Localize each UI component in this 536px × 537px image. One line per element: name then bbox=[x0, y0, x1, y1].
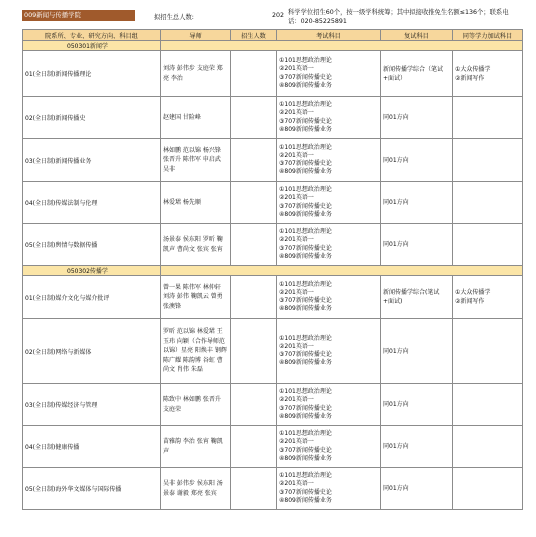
direction-name: 05(全日制)海外华文媒体与国际传播 bbox=[23, 468, 161, 510]
direction-name: 04(全日制)传媒法制与伦理 bbox=[23, 182, 161, 224]
enrollment-count bbox=[231, 319, 277, 384]
equivalent-subjects bbox=[453, 97, 523, 139]
exam-subjects bbox=[277, 276, 381, 319]
equivalent-subjects bbox=[453, 319, 523, 384]
exam-subjects bbox=[277, 139, 381, 182]
retest-subject: 同01方向 bbox=[381, 97, 453, 139]
section-filler bbox=[161, 41, 523, 51]
enrollment-count bbox=[231, 276, 277, 319]
exam-subject: ④809新闻传播业务 bbox=[279, 210, 332, 218]
exam-subject-list bbox=[279, 472, 378, 505]
exam-subjects bbox=[277, 224, 381, 266]
quota-label: 拟招生总人数: bbox=[154, 14, 194, 21]
equivalent-subjects bbox=[453, 426, 523, 468]
section-row bbox=[23, 266, 523, 276]
exam-subject-list bbox=[279, 430, 378, 463]
exam-subject: ④809新闻传播业务 bbox=[279, 359, 332, 367]
exam-subject: ①101思想政治理论 bbox=[279, 472, 332, 480]
table-row bbox=[23, 224, 523, 266]
retest-subject: 同01方向 bbox=[381, 182, 453, 224]
equivalent-subjects bbox=[453, 224, 523, 266]
enrollment-count bbox=[231, 468, 277, 510]
table-header-row bbox=[23, 30, 523, 41]
equivalent-subject: ②新闻写作 bbox=[455, 74, 485, 82]
column-header: 院系所、专业、研究方向、科目组 bbox=[23, 30, 161, 41]
department-header bbox=[0, 0, 536, 30]
exam-subject: ④809新闻传播业务 bbox=[279, 496, 332, 504]
equivalent-subjects bbox=[453, 139, 523, 182]
exam-subject: ①101思想政治理论 bbox=[279, 388, 332, 396]
exam-subjects bbox=[277, 384, 381, 426]
column-header: 考试科目 bbox=[277, 30, 381, 41]
direction-name: 04(全日制)健康传播 bbox=[23, 426, 161, 468]
exam-subject: ③707新闻传播史论 bbox=[279, 297, 332, 304]
direction-name: 03(全日制)传媒经济与管理 bbox=[23, 384, 161, 426]
exam-subject: ①101思想政治理论 bbox=[279, 430, 332, 438]
exam-subjects bbox=[277, 182, 381, 224]
equivalent-subjects bbox=[453, 384, 523, 426]
equivalent-subjects bbox=[453, 182, 523, 224]
exam-subject: ③707新闻传播史论 bbox=[279, 351, 332, 358]
section-title: 050301新闻学 bbox=[23, 41, 161, 51]
exam-subjects bbox=[277, 51, 381, 97]
table-row bbox=[23, 384, 523, 426]
exam-subject-list bbox=[279, 101, 378, 134]
exam-subject-list bbox=[279, 388, 378, 421]
equivalent-subjects bbox=[453, 468, 523, 510]
equivalent-subject-list bbox=[455, 65, 520, 83]
tutor-list: 曾一果 陈伟军 林仲轩 刘涛 彭伟 鞠凯云 曾勇 张澳锋 bbox=[161, 276, 231, 319]
table-row bbox=[23, 97, 523, 139]
enrollment-count bbox=[231, 51, 277, 97]
retest-subject: 同01方向 bbox=[381, 139, 453, 182]
enrollment-count bbox=[231, 224, 277, 266]
exam-subject: ②201英语一 bbox=[279, 194, 314, 202]
equivalent-subject: ②新闻写作 bbox=[455, 298, 485, 305]
exam-subjects bbox=[277, 97, 381, 139]
equivalent-subject: ①大众传播学 bbox=[455, 289, 491, 296]
equivalent-subjects bbox=[453, 276, 523, 319]
direction-name: 01(全日制)新闻传播理论 bbox=[23, 51, 161, 97]
exam-subject: ②201英语一 bbox=[279, 288, 314, 296]
exam-subject-list bbox=[279, 57, 378, 90]
retest-subject: 同01方向 bbox=[381, 468, 453, 510]
exam-subject-list bbox=[279, 228, 378, 261]
exam-subject: ②201英语一 bbox=[279, 342, 314, 350]
exam-subject-list bbox=[279, 281, 378, 314]
exam-subject: ②201英语一 bbox=[279, 65, 314, 73]
exam-subject: ①101思想政治理论 bbox=[279, 186, 332, 194]
table-row bbox=[23, 276, 523, 319]
column-header: 招生人数 bbox=[231, 30, 277, 41]
exam-subject-list bbox=[279, 335, 378, 368]
equivalent-subject: ①大众传播学 bbox=[455, 65, 491, 73]
exam-subject: ①101思想政治理论 bbox=[279, 280, 332, 288]
exam-subject: ③707新闻传播史论 bbox=[279, 244, 332, 252]
exam-subject: ④809新闻传播业务 bbox=[279, 252, 332, 260]
exam-subject: ③707新闻传播史论 bbox=[279, 117, 332, 125]
direction-name: 02(全日制)新闻传播史 bbox=[23, 97, 161, 139]
retest-subject: 同01方向 bbox=[381, 224, 453, 266]
exam-subject-list bbox=[279, 186, 378, 219]
exam-subject: ③707新闻传播史论 bbox=[279, 160, 332, 167]
exam-subject: ④809新闻传播业务 bbox=[279, 81, 332, 89]
exam-subject: ①101思想政治理论 bbox=[279, 101, 332, 109]
table-row bbox=[23, 51, 523, 97]
quota-note: 科学学位招生60个，按一级学科统筹；其中拟接收推免生名额≤136个；联系电话：020-85225891 bbox=[288, 9, 509, 25]
direction-name: 03(全日制)新闻传播业务 bbox=[23, 139, 161, 182]
tutor-list: 林如鹏 范以锦 杨兴锋 张晋升 陈伟军 申启武 吴非 bbox=[161, 139, 231, 182]
equivalent-subjects bbox=[453, 51, 523, 97]
direction-name: 05(全日制)舆情与数据传播 bbox=[23, 224, 161, 266]
tutor-list: 赵建国 甘险峰 bbox=[161, 97, 231, 139]
equivalent-subject-list bbox=[455, 288, 520, 306]
retest-subject: 同01方向 bbox=[381, 384, 453, 426]
section-title: 050302传播学 bbox=[23, 266, 161, 276]
column-header: 导师 bbox=[161, 30, 231, 41]
retest-subject: 新闻传播学综合(笔试+面试) bbox=[381, 276, 453, 319]
exam-subject: ①101思想政治理论 bbox=[279, 143, 332, 151]
tutor-list: 陈致中 林如鹏 张晋升 支庭荣 bbox=[161, 384, 231, 426]
enrollment-count bbox=[231, 384, 277, 426]
table-row bbox=[23, 182, 523, 224]
column-header: 复试科目 bbox=[381, 30, 453, 41]
department-title: 009新闻与传播学院 bbox=[22, 10, 135, 21]
exam-subject-list bbox=[279, 144, 378, 177]
exam-subjects bbox=[277, 426, 381, 468]
enrollment-count bbox=[231, 182, 277, 224]
exam-subject: ②201英语一 bbox=[279, 438, 314, 446]
retest-subject: 同01方向 bbox=[381, 319, 453, 384]
exam-subject: ②201英语一 bbox=[279, 109, 314, 117]
exam-subject: ③707新闻传播史论 bbox=[279, 73, 332, 81]
tutor-list: 刘涛 彭伟步 支庭荣 郑亮 李治 bbox=[161, 51, 231, 97]
exam-subject: ③707新闻传播史论 bbox=[279, 488, 332, 496]
table-row bbox=[23, 426, 523, 468]
exam-subject: ④809新闻传播业务 bbox=[279, 454, 332, 462]
exam-subject: ④809新闻传播业务 bbox=[279, 412, 332, 420]
exam-subject: ③707新闻传播史论 bbox=[279, 202, 332, 210]
exam-subject: ①101思想政治理论 bbox=[279, 228, 332, 236]
exam-subject: ①101思想政治理论 bbox=[279, 334, 332, 342]
exam-subject: ②201英语一 bbox=[279, 396, 314, 404]
tutor-list: 汤景泰 侯东阳 罗昕 鞠凯声 曹尚文 张宾 张宵 bbox=[161, 224, 231, 266]
direction-name: 02(全日制)网络与新媒体 bbox=[23, 319, 161, 384]
exam-subject: ③707新闻传播史论 bbox=[279, 446, 332, 454]
section-row bbox=[23, 41, 523, 51]
exam-subjects bbox=[277, 468, 381, 510]
exam-subject: ①101思想政治理论 bbox=[279, 57, 332, 65]
tutor-list: 林爱珺 杨先顺 bbox=[161, 182, 231, 224]
direction-name: 01(全日制)媒介文化与媒介批评 bbox=[23, 276, 161, 319]
enrollment-count bbox=[231, 426, 277, 468]
quota-value: 202 bbox=[272, 12, 285, 19]
table-row bbox=[23, 139, 523, 182]
exam-subjects bbox=[277, 319, 381, 384]
enrollment-count bbox=[231, 139, 277, 182]
enrollment-count bbox=[231, 97, 277, 139]
exam-subject: ④809新闻传播业务 bbox=[279, 305, 332, 313]
exam-subject: ②201英语一 bbox=[279, 480, 314, 488]
exam-subject: ④809新闻传播业务 bbox=[279, 168, 332, 176]
tutor-list: 苗雅韵 李治 张宵 鞠凯声 bbox=[161, 426, 231, 468]
column-header: 同等学力加试科目 bbox=[453, 30, 523, 41]
table-row bbox=[23, 468, 523, 510]
exam-subject: ②201英语一 bbox=[279, 151, 314, 159]
retest-subject: 同01方向 bbox=[381, 426, 453, 468]
section-filler bbox=[161, 266, 523, 276]
tutor-list: 吴非 彭伟步 侯东阳 汤景泰 谢毅 郑亮 张宾 bbox=[161, 468, 231, 510]
table-row bbox=[23, 319, 523, 384]
exam-subject: ③707新闻传播史论 bbox=[279, 404, 332, 412]
catalog-table bbox=[22, 29, 523, 510]
exam-subject: ④809新闻传播业务 bbox=[279, 125, 332, 133]
tutor-list: 罗昕 范以锦 林爱珺 王玉玮 向颖（合作导师范以锦）星亮 阳焕丰 钢辉 陈广耀 陈韵博 谷虹 曹尚文 肖伟 朱磊 bbox=[161, 319, 231, 384]
retest-subject: 新闻传播学综合（笔试+面试） bbox=[381, 51, 453, 97]
exam-subject: ②201英语一 bbox=[279, 236, 314, 244]
